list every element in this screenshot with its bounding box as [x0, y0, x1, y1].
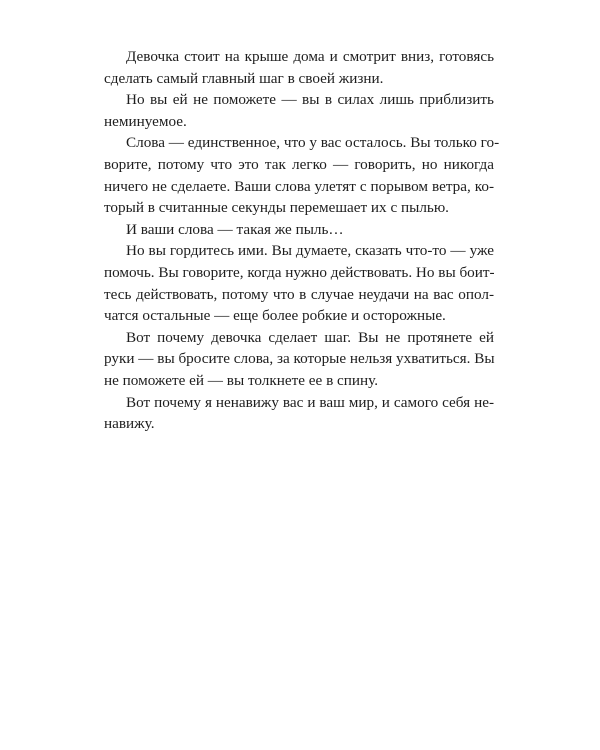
paragraph [104, 46, 494, 89]
text-line: помочь. Вы говорите, когда нужно действовать. Но вы боит- [104, 263, 495, 281]
text-line: ничего не сделаете. Ваши слова улетят с порывом ветра, ко- [104, 177, 494, 195]
text-line: руки — вы бросите слова, за которые нельзя ухватиться. Вы [104, 350, 495, 368]
text-line: тесь действовать, потому что в случае неудачи на вас опол- [104, 285, 494, 303]
text-line: не поможете ей — вы толкнете ее в спину. [104, 371, 379, 389]
text-line: Вот почему я ненавижу вас и ваш мир, и самого себя не- [126, 393, 494, 411]
paragraph [104, 327, 494, 392]
text-line: Слова — единственное, что у вас осталось. Вы только го- [126, 134, 500, 152]
text-line: Но вы гордитесь ими. Вы думаете, сказать что-то — уже [126, 242, 494, 260]
text-line: чатся остальные — еще более робкие и осторожные. [104, 307, 446, 325]
paragraph [104, 240, 494, 326]
text-line: неминуемое. [104, 112, 187, 130]
paragraph [104, 89, 494, 132]
text-line: Девочка стоит на крыше дома и смотрит вниз, готовясь [126, 48, 494, 65]
text-line: сделать самый главный шаг в своей жизни. [104, 69, 384, 87]
paragraph [104, 132, 500, 218]
text-line: Но вы ей не поможете — вы в силах лишь приблизить [126, 91, 494, 109]
text-line: торый в считанные секунды перемешает их с пылью. [104, 199, 449, 217]
body-text [104, 46, 500, 435]
text-line: навижу. [104, 415, 155, 433]
text-line: Вот почему девочка сделает шаг. Вы не протянете ей [126, 328, 494, 346]
paragraph [104, 219, 494, 241]
text-line: И ваши слова — такая же пыль… [126, 220, 344, 238]
text-line: ворите, потому что это так легко — говорить, но никогда [104, 155, 494, 173]
paragraph [104, 392, 494, 435]
